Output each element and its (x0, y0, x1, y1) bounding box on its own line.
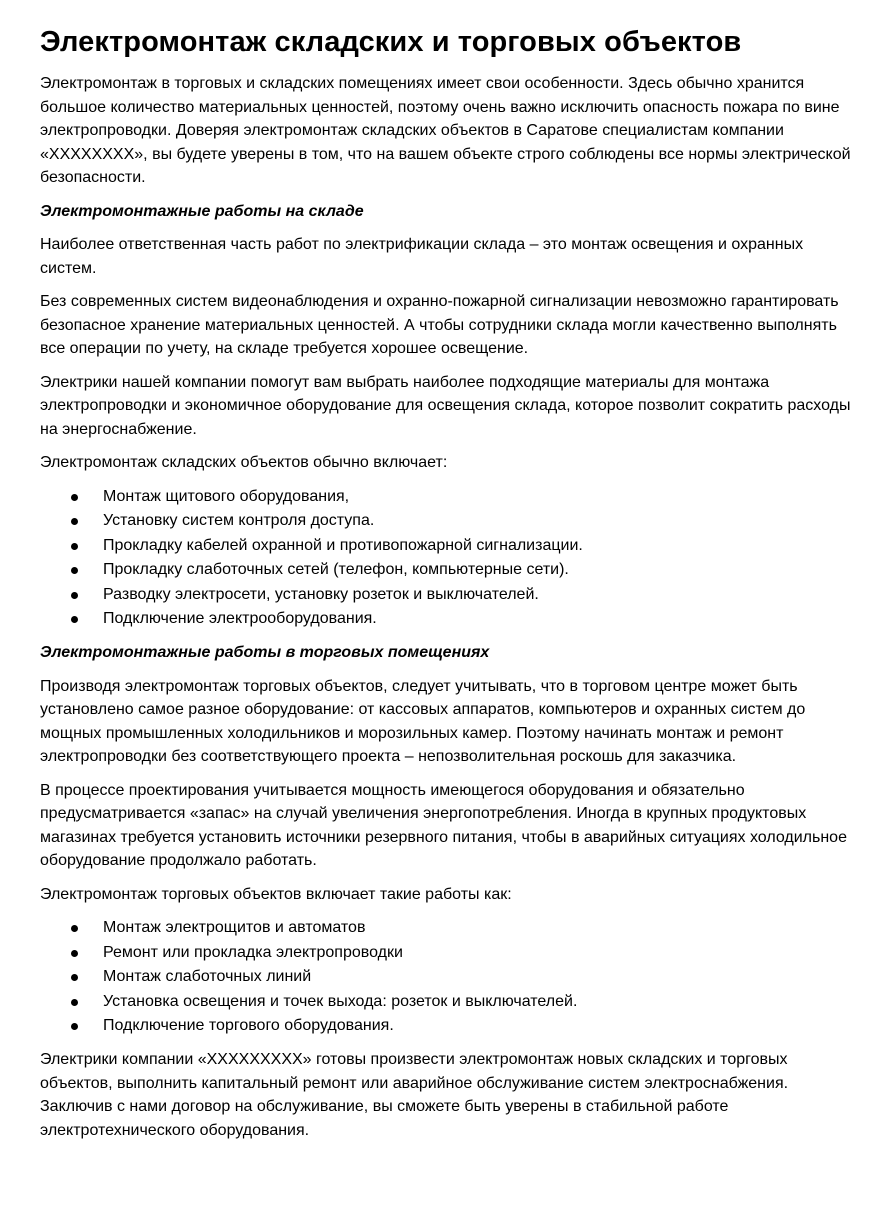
section-heading-warehouse: Электромонтажные работы на складе (40, 202, 364, 220)
list-item-text: Монтаж слаботочных линий (103, 968, 312, 986)
list-item (40, 941, 854, 966)
paragraph: Производя электромонтаж торговых объектов, следует учитывать, что в торговом центре может быть установлено самое разное оборудование: от кассовых аппаратов, компьютеров и охранных систем до мощных промышленных холодильников и морозильных камер. Поэтому начинать монтаж и ремонт электропроводки без соответствующего проекта – непозволительная роскошь для заказчика. (40, 677, 806, 766)
list-item-text: Подключение электрооборудования. (103, 610, 377, 628)
list-item (40, 990, 854, 1015)
list-item (40, 916, 854, 941)
list-item-text: Прокладку слаботочных сетей (телефон, компьютерные сети). (103, 561, 569, 579)
list-item (40, 558, 854, 583)
list-item (40, 1014, 854, 1039)
bullet-icon (71, 925, 78, 932)
bullet-icon (71, 974, 78, 981)
retail-work-list (40, 916, 854, 1039)
list-item (40, 965, 854, 990)
list-item-text: Разводку электросети, установку розеток и выключателей. (103, 585, 539, 603)
list-item (40, 509, 854, 534)
bullet-icon (71, 494, 78, 501)
list-item (40, 583, 854, 608)
list-item-text: Монтаж щитового оборудования, (103, 487, 350, 505)
paragraph: В процессе проектирования учитывается мощность имеющегося оборудования и обязательно предусматривается «запас» на случай увеличения энергопотребления. Иногда в крупных продуктовых магазинах требуется установить источники резервного питания, чтобы в аварийных ситуациях холодильное оборудование продолжало работать. (40, 781, 847, 870)
bullet-icon (71, 592, 78, 599)
list-item (40, 534, 854, 559)
list-item (40, 607, 854, 632)
list-intro: Электромонтаж торговых объектов включает такие работы как: (40, 885, 512, 903)
document (40, 22, 854, 1152)
list-item-text: Установку систем контроля доступа. (103, 512, 375, 530)
paragraph: Электрики нашей компании помогут вам выбрать наиболее подходящие материалы для монтажа электропроводки и экономичное оборудование для освещения склада, которое позволит сократить расходы на энергоснабжение. (40, 373, 851, 438)
list-item-text: Ремонт или прокладка электропроводки (103, 943, 403, 961)
list-item-text: Подключение торгового оборудования. (103, 1017, 394, 1035)
paragraph: Без современных систем видеонаблюдения и охранно-пожарной сигнализации невозможно гарантировать безопасное хранение материальных ценностей. А чтобы сотрудники склада могли качественно выполнять все операции по учету, на складе требуется хорошее освещение. (40, 293, 839, 357)
bullet-icon (71, 567, 78, 574)
list-item (40, 485, 854, 510)
bullet-icon (71, 1023, 78, 1030)
section-heading-retail: Электромонтажные работы в торговых помещениях (40, 644, 490, 662)
intro-paragraph: Электромонтаж в торговых и складских помещениях имеет свои особенности. Здесь обычно хранится большое количество материальных ценностей, поэтому очень важно исключить опасность пожара по вине электропроводки. Доверяя электромонтаж складских объектов в Саратове специалистам компании «ХХХХХХХХ», вы будете уверены в том, что на вашем объекте строго соблюдены все нормы электрической безопасности. (40, 75, 851, 186)
bullet-icon (71, 950, 78, 957)
list-item-text: Установка освещения и точек выхода: розеток и выключателей. (103, 992, 578, 1010)
list-intro: Электромонтаж складских объектов обычно включает: (40, 454, 448, 471)
bullet-icon (71, 518, 78, 525)
bullet-icon (71, 543, 78, 550)
warehouse-work-list (40, 485, 854, 633)
list-item-text: Прокладку кабелей охранной и противопожарной сигнализации. (103, 536, 583, 554)
list-item-text: Монтаж электрощитов и автоматов (103, 919, 366, 937)
page-title: Электромонтаж складских и торговых объектов (40, 26, 742, 58)
paragraph: Наиболее ответственная часть работ по электрификации склада – это монтаж освещения и охранных систем. (40, 236, 804, 277)
closing-paragraph: Электрики компании «ХХХХХХХХХ» готовы произвести электромонтаж новых складских и торговых объектов, выполнить капитальный ремонт или аварийное обслуживание систем электроснабжения. Заключив с нами договор на обслуживание, вы сможете быть уверены в стабильной работе электротехнического оборудования. (40, 1051, 789, 1139)
bullet-icon (71, 999, 78, 1006)
bullet-icon (71, 616, 78, 623)
